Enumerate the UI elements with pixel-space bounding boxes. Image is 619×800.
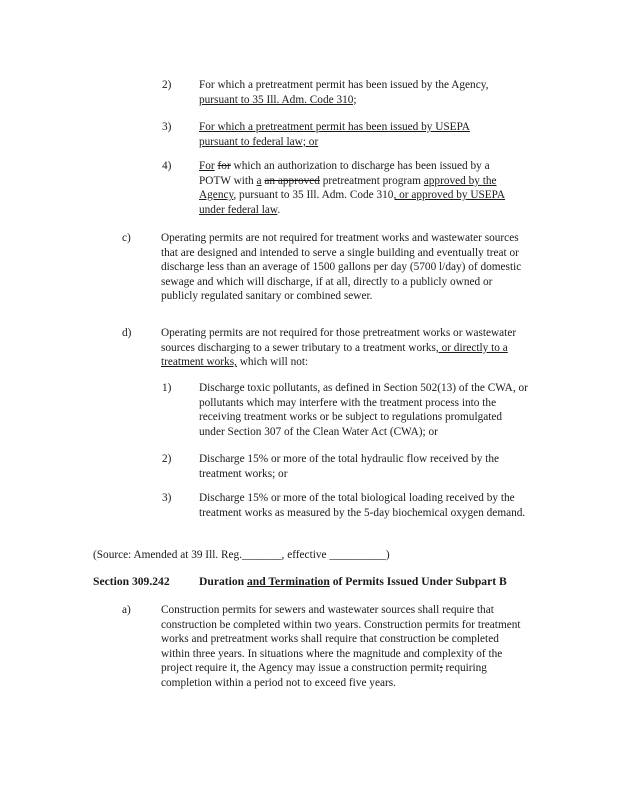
paragraph-text: which will not: — [239, 356, 309, 369]
section-title — [199, 575, 539, 590]
deleted-text: for — [217, 160, 231, 172]
paragraph-label: a) — [122, 604, 131, 616]
list-item-4 — [199, 159, 524, 217]
paragraph-c: Operating permits are not required for treatment works and wastewater sources that are designed and intended to serve a single building and eventually treat or discharge less than an average of 1500 gallons per day (5700 l/day) of domestic sewage and which will discharge, if at all, directly to a publicly owned or publicly regulated sanitary or combined sewer. — [161, 232, 522, 303]
deleted-text: an approved — [264, 174, 320, 187]
added-text: pursuant to 35 Ill. Adm. Code 310; — [199, 93, 357, 106]
added-text: , or directly to a treatment works, — [161, 341, 508, 369]
list-item-3 — [199, 120, 499, 149]
title-text: of Permits Issued Under Subpart B — [332, 575, 507, 588]
item-text: , pursuant to 35 Ill. Adm. Code 310 — [233, 189, 394, 202]
added-text: and Termination — [247, 575, 330, 588]
added-text: For — [199, 160, 215, 172]
paragraph-label: d) — [122, 327, 132, 339]
source-note: (Source: Amended at 39 Ill. Reg._______, effective __________) — [93, 549, 390, 561]
item-text: which an authorization to discharge has been issued by a POTW with — [199, 160, 490, 187]
paragraph-text: requiring completion within a period not to exceed five years. — [161, 662, 487, 689]
item-number: 2) — [162, 79, 172, 91]
added-text: , or approved by USEPA under federal law — [199, 189, 506, 216]
item-number: 3) — [162, 492, 172, 504]
item-number: 2) — [162, 453, 172, 465]
list-item-2 — [199, 78, 529, 107]
title-text: Duration — [199, 575, 245, 588]
section-number: Section 309.242 — [93, 575, 170, 588]
list-item-d3: Discharge 15% or more of the total biological loading received by the treatment works as measured by the 5-day biochemical oxygen demand. — [199, 492, 526, 519]
item-number: 1) — [162, 382, 172, 394]
deleted-text: ; — [439, 662, 443, 675]
item-text: . — [277, 203, 281, 216]
list-item-d2: Discharge 15% or more of the total hydraulic flow received by the treatment works; or — [199, 453, 499, 480]
paragraph-text: Construction permits for sewers and wastewater sources shall require that construction be completed within two years. Construction permits for treatment works and pretreatment works shall require that construction be completed within three years. In situations where the magnitude and complexity of the project require it, the Agency may issue a construction permit — [161, 604, 521, 675]
paragraph-text: Operating permits are not required for those pretreatment works or wastewater sources discharging to a sewer tributary to a treatment works — [161, 327, 517, 354]
item-number: 4) — [162, 160, 172, 172]
paragraph-label: c) — [122, 232, 131, 244]
item-text: pretreatment program — [322, 174, 421, 187]
added-text: approved by the Agency — [199, 174, 497, 202]
paragraph-a — [161, 603, 523, 691]
list-item-d1: Discharge toxic pollutants, as defined in Section 502(13) of the CWA, or pollutants which may interfere with the treatment process into the receiving treatment works or be subject to regulations promulgated under Section 307 of the Clean Water Act (CWA); or — [199, 382, 528, 438]
item-number: 3) — [162, 121, 172, 133]
paragraph-d — [161, 326, 523, 370]
added-text: a — [256, 174, 262, 187]
added-text: For which a pretreatment permit has been issued by USEPA pursuant to federal law; or — [199, 121, 470, 148]
item-text: For which a pretreatment permit has been issued by the Agency, — [199, 79, 489, 91]
